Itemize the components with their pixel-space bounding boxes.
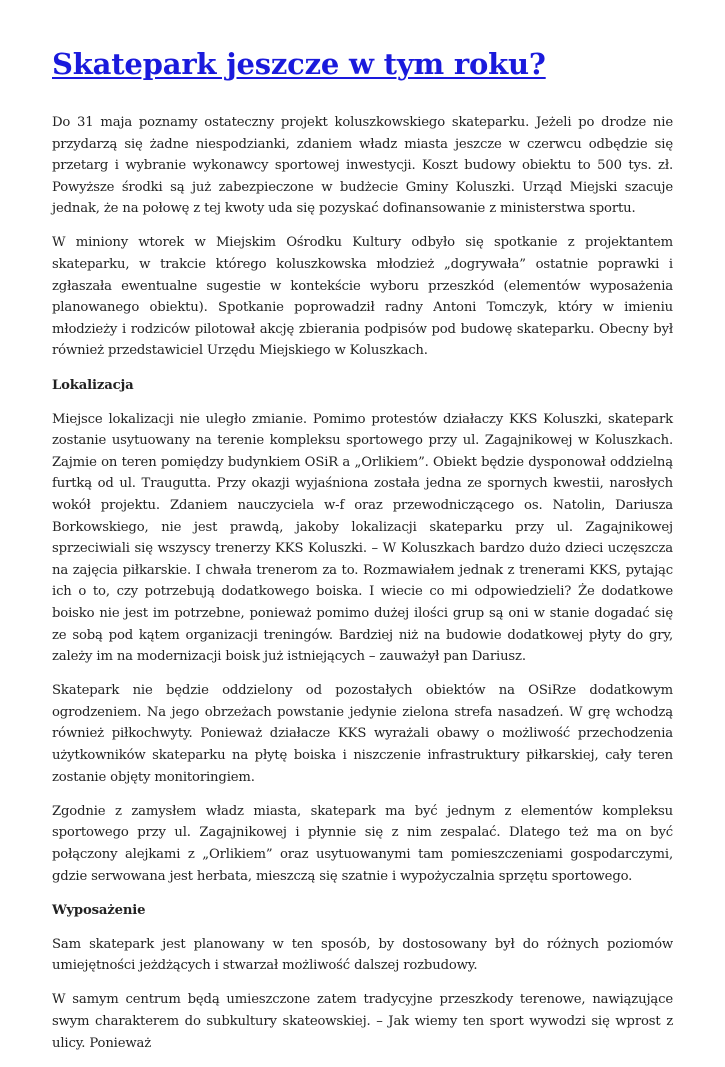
section-heading-lokalizacja: Lokalizacja (52, 377, 134, 393)
article (52, 44, 673, 1067)
paragraph-levels: Sam skatepark jest planowany w ten sposób, by dostosowany był do różnych poziomów umiejętności jeżdżących i stwarzał możliwość dalszej rozbudowy. (52, 936, 673, 974)
paragraph-fencing: Skatepark nie będzie oddzielony od pozostałych obiektów na OSiRze dodatkowym ogrodzeniem. Na jego obrzeżach powstanie jedynie zielona strefa nasadzeń. W grę wchodzą również piłkochwyty. Ponieważ działacze KKS wyrażali obawy o możliwość przechodzenia użytkowników skateparku na płytę boiska i niszczenie infrastruktury piłkarskiej, cały teren zostanie objęty monitoringiem. (52, 683, 673, 785)
paragraph-complex: Zgodnie z zamysłem władz miasta, skatepark ma być jednym z elementów kompleksu sportowego przy ul. Zagajnikowej i płynnie się z nim zespalać. Dlatego też ma on być połączony alejkami z „Orlikiem” oraz usytuowanymi tam pomieszczeniami gospodarczymi, gdzie serwowana jest herbata, mieszczą się szatnie i wypożyczalnia sprzętu sportowego. (52, 803, 673, 884)
paragraph-obstacles: W samym centrum będą umieszczone zatem tradycyjne przeszkody terenowe, nawiązujące swym charakterem do subkultury skateowskiej. – Jak wiemy ten sport wywodzi się wprost z ulicy. Ponieważ (52, 992, 673, 1051)
paragraph-location: Miejsce lokalizacji nie uległo zmianie. Pomimo protestów działaczy KKS Koluszki, skatepark zostanie usytuowany na terenie kompleksu sportowego przy ul. Zagajnikowej w Koluszkach. Zajmie on teren pomiędzy budynkiem OSiR a „Orlikiem”. Obiekt będzie dysponował oddzielną furtką od ul. Traugutta. Przy okazji wyjaśniona została jedna ze spornych kwestii, narosłych wokół projektu. Zdaniem nauczyciela w-f oraz przewodniczącego os. Natolin, Dariusza Borkowskiego, nie jest prawdą, jakoby lokalizacji skateparku przy ul. Zagajnikowej sprzeciwiali się wszyscy trenerzy KKS Koluszki. – W Koluszkach bardzo dużo dzieci uczęszcza na zajęcia piłkarskie. I chwała trenerom za to. Rozmawiałem jednak z trenerami KKS, pytając ich o to, czy potrzebują dodatkowego boiska. I wiecie co mi odpowiedzieli? Że dodatkowe boisko nie jest im potrzebne, ponieważ pomimo dużej ilości grup są oni w stanie dogadać się ze sobą pod kątem organizacji treningów. Bardziej niż na budowie dodatkowej płyty do gry, zależy im na modernizacji boisk już istniejących – zauważył pan Dariusz. (52, 411, 673, 665)
paragraph-intro: Do 31 maja poznamy ostateczny projekt koluszkowskiego skateparku. Jeżeli po drodze nie przydarzą się żadne niespodzianki, zdaniem władz miasta jeszcze w czerwcu odbędzie się przetarg i wybranie wykonawcy sportowej inwestycji. Koszt budowy obiektu to 500 tys. zł. Powyższe środki są już zabezpieczone w budżecie Gminy Koluszki. Urząd Miejski szacuje jednak, że na połowę z tej kwoty uda się pozyskać dofinansowanie z ministerstwa sportu. (52, 115, 673, 217)
article-title (52, 44, 673, 84)
article-title-link[interactable]: Skatepark jeszcze w tym roku? (52, 47, 546, 81)
section-heading-wyposazenie: Wyposażenie (52, 902, 146, 918)
paragraph-meeting: W miniony wtorek w Miejskim Ośrodku Kultury odbyło się spotkanie z projektantem skateparku, w trakcie którego koluszkowska młodzież „dogrywała” ostatnie poprawki i zgłaszała ewentualne sugestie w kontekście wyboru przeszkód (elementów wyposażenia planowanego obiektu). Spotkanie poprowadził radny Antoni Tomczyk, który w imieniu młodzieży i rodziców pilotował akcję zbierania podpisów pod budowę skateparku. Obecny był również przedstawiciel Urzędu Miejskiego w Koluszkach. (52, 235, 673, 359)
